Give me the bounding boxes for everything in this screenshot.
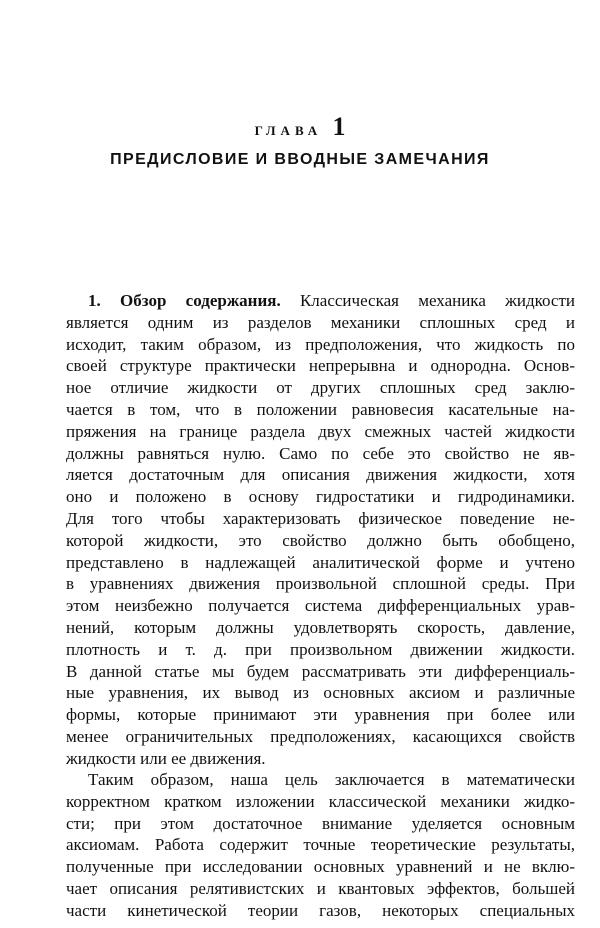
section-1-paragraph-2: [66, 769, 575, 922]
text-line: является одним из разделов механики сплошных сред и: [66, 312, 575, 332]
text-line: должны равняться нулю. Само по себе это свойство не яв-: [66, 443, 575, 463]
section-heading: 1. Обзор содержания.: [88, 291, 281, 310]
text-line: которой жидкости, это свойство должно быть обобщено,: [66, 530, 575, 550]
text-line: жидкости или ее движения.: [66, 748, 266, 768]
section-1-paragraph-1: [66, 290, 575, 770]
text-line: чается в том, что в положении равновесия касательные на-: [66, 399, 575, 419]
chapter-title: ПРЕДИСЛОВИЕ И ВВОДНЫЕ ЗАМЕЧАНИЯ: [110, 151, 490, 168]
text-line: плотность и т. д. при произвольном движении жидкости.: [66, 639, 575, 659]
text-line: Для того чтобы характеризовать физическое поведение не-: [66, 508, 575, 528]
text-line: корректном кратком изложении классической механики жидко-: [66, 791, 575, 811]
text-line: менее ограничительных предположениях, касающихся свойств: [66, 726, 575, 746]
text-line: оно и положено в основу гидростатики и гидродинамики.: [66, 487, 575, 507]
text-line: части кинетической теории газов, некоторых специальных: [66, 900, 575, 920]
text-line: этом неизбежно получается система дифференциальных урав-: [66, 596, 575, 616]
text-line: сти; при этом достаточное внимание уделяется основным: [66, 813, 575, 833]
text-line: аксиомам. Работа содержит точные теоретические результаты,: [66, 835, 575, 855]
text-line: формы, которые принимают эти уравнения при более или: [66, 705, 575, 725]
text-line: чает описания релятивистских и квантовых эффектов, большей: [66, 878, 575, 898]
text-line: ные уравнения, их вывод из основных аксиом и различные: [66, 683, 575, 703]
chapter-label-word: ГЛАВА: [254, 123, 323, 138]
text-line: В данной статье мы будем рассматривать эти дифференциаль-: [66, 661, 575, 681]
text-line: [66, 290, 575, 312]
text-line: своей структуре практически непрерывна и однородна. Основ-: [66, 356, 575, 376]
text-line: исходит, таким образом, из предположения, что жидкость по: [66, 334, 575, 354]
text-line: полученные при исследовании основных уравнений и не вклю-: [66, 857, 575, 877]
text-line: Таким образом, наша цель заключается в математически: [88, 770, 575, 789]
chapter-number: 1: [332, 112, 346, 141]
text-line: представлено в надлежащей аналитической форме и учтено: [66, 552, 575, 572]
text-line-rest: Классическая механика жидкости: [299, 291, 576, 310]
text-line: ное отличие жидкости от других сплошных сред заклю-: [66, 378, 575, 398]
text-line: ляется достаточным для описания движения жидкости, хотя: [66, 465, 575, 485]
text-line: пряжения на границе раздела двух смежных частей жидкости: [66, 421, 575, 441]
chapter-label: [0, 112, 600, 142]
text-line: нений, которым должны удовлетворять скорость, давление,: [66, 617, 575, 637]
text-line: в уравнениях движения произвольной сплошной среды. При: [66, 574, 575, 594]
